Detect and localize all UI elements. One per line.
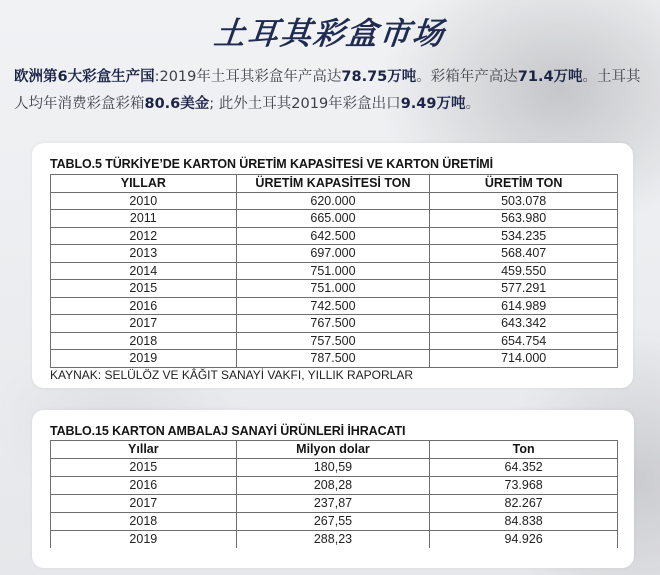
intro-text: ; 此外土耳其2019年彩盒出口 <box>209 96 401 112</box>
cell-usd-million: 288,23 <box>236 530 430 548</box>
cell-ton: 84.838 <box>430 512 618 530</box>
cell-year: 2010 <box>51 192 237 210</box>
production-capacity-table <box>50 174 618 368</box>
cell-production: 714.000 <box>430 350 618 368</box>
cell-year: 2013 <box>51 245 237 263</box>
cell-year: 2011 <box>51 210 237 228</box>
intro-text: 。土耳其人均年消费彩盒彩箱 <box>14 69 641 112</box>
cell-capacity: 697.000 <box>236 245 430 263</box>
table1-source-note: KAYNAK: SELÜLÖZ VE KÂĞIT SANAYİ VAKFI, YILLIK RAPORLAR <box>50 368 414 382</box>
table-row <box>51 297 618 315</box>
table-row <box>51 458 618 476</box>
table1-title: TABLO.5 TÜRKİYE’DE KARTON ÜRETİM KAPASİTESİ VE KARTON ÜRETİMİ <box>50 157 493 171</box>
table-row <box>51 280 618 298</box>
cell-year: 2016 <box>51 476 237 494</box>
cell-year: 2019 <box>51 530 237 548</box>
cell-production: 563.980 <box>430 210 618 228</box>
table-row <box>51 192 618 210</box>
cell-capacity: 742.500 <box>236 297 430 315</box>
cell-usd-million: 208,28 <box>236 476 430 494</box>
table-row <box>51 262 618 280</box>
intro-highlight: 80.6美金 <box>144 96 210 112</box>
cell-production: 568.407 <box>430 245 618 263</box>
table2-title: TABLO.15 KARTON AMBALAJ SANAYİ ÜRÜNLERİ İHRACATI <box>50 424 406 438</box>
intro-text: :2019年土耳其彩盒年产高达 <box>154 69 342 85</box>
table-row <box>51 530 618 548</box>
column-header: YILLAR <box>51 175 237 193</box>
table-row <box>51 476 618 494</box>
table-row <box>51 315 618 333</box>
cell-ton: 94.926 <box>430 530 618 548</box>
cell-year: 2012 <box>51 227 237 245</box>
cell-production: 614.989 <box>430 297 618 315</box>
cell-year: 2015 <box>51 280 237 298</box>
cell-capacity: 751.000 <box>236 262 430 280</box>
cell-production: 534.235 <box>430 227 618 245</box>
cell-year: 2015 <box>51 458 237 476</box>
cell-year: 2017 <box>51 494 237 512</box>
intro-paragraph <box>14 64 654 118</box>
column-header: ÜRETİM KAPASİTESİ TON <box>236 175 430 193</box>
intro-highlight: 9.49万吨 <box>400 96 466 112</box>
cell-year: 2017 <box>51 315 237 333</box>
cell-usd-million: 267,55 <box>236 512 430 530</box>
cell-usd-million: 237,87 <box>236 494 430 512</box>
table-header-row <box>51 175 618 193</box>
table-row <box>51 210 618 228</box>
cell-production: 503.078 <box>430 192 618 210</box>
cell-ton: 82.267 <box>430 494 618 512</box>
cell-capacity: 757.500 <box>236 332 430 350</box>
cell-production: 459.550 <box>430 262 618 280</box>
intro-text: 。 <box>465 96 480 112</box>
cell-production: 643.342 <box>430 315 618 333</box>
cell-capacity: 642.500 <box>236 227 430 245</box>
cell-capacity: 665.000 <box>236 210 430 228</box>
page-title: 土耳其彩盒市场 <box>212 16 448 52</box>
cell-capacity: 620.000 <box>236 192 430 210</box>
cell-year: 2019 <box>51 350 237 368</box>
cell-year: 2016 <box>51 297 237 315</box>
cell-capacity: 787.500 <box>236 350 430 368</box>
intro-highlight: 71.4万吨 <box>517 69 583 85</box>
cell-year: 2018 <box>51 332 237 350</box>
cell-year: 2018 <box>51 512 237 530</box>
table-header-row <box>51 441 618 459</box>
cell-capacity: 751.000 <box>236 280 430 298</box>
cell-ton: 64.352 <box>430 458 618 476</box>
cell-ton: 73.968 <box>430 476 618 494</box>
cell-usd-million: 180,59 <box>236 458 430 476</box>
column-header: Ton <box>430 441 618 459</box>
column-header: Milyon dolar <box>236 441 430 459</box>
intro-highlight: 78.75万吨 <box>341 69 417 85</box>
table-row <box>51 245 618 263</box>
intro-text: 。彩箱年产高达 <box>416 69 518 85</box>
cell-production: 577.291 <box>430 280 618 298</box>
export-table <box>50 440 618 548</box>
table-row <box>51 227 618 245</box>
table-row <box>51 350 618 368</box>
cell-capacity: 767.500 <box>236 315 430 333</box>
cell-year: 2014 <box>51 262 237 280</box>
column-header: ÜRETİM TON <box>430 175 618 193</box>
table-row <box>51 494 618 512</box>
table-row <box>51 512 618 530</box>
cell-production: 654.754 <box>430 332 618 350</box>
column-header: Yıllar <box>51 441 237 459</box>
table-row <box>51 332 618 350</box>
intro-highlight: 欧洲第6大彩盒生产国 <box>14 69 155 85</box>
